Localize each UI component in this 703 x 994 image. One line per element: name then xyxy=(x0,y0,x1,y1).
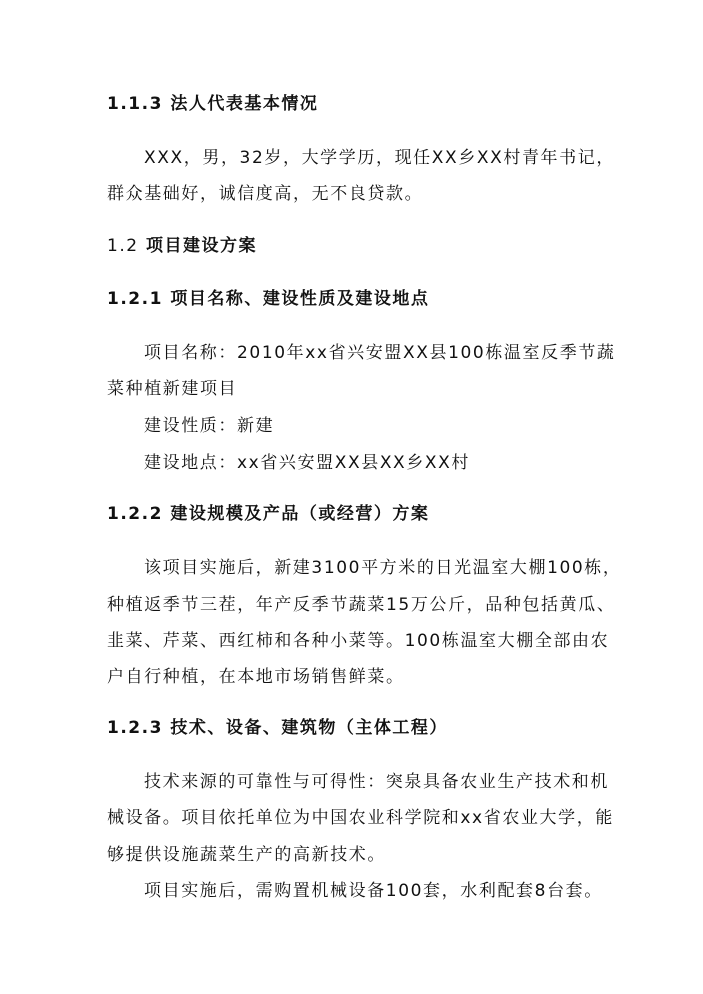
section-heading-text: 项目建设方案 xyxy=(145,236,257,256)
section-heading-1-1-3: 1.1.3 法人代表基本情况 xyxy=(107,94,319,114)
paragraph-line: 菜种植新建项目 xyxy=(107,379,238,399)
section-heading-1-2-3: 1.2.3 技术、设备、建筑物（主体工程） xyxy=(107,718,448,738)
paragraph-line: 韭菜、芹菜、西红柿和各种小菜等。100栋温室大棚全部由农 xyxy=(107,631,610,651)
section-heading-number: 1.2 xyxy=(107,236,139,256)
paragraph-line: 建设地点：xx省兴安盟XX县XX乡XX村 xyxy=(144,453,470,473)
paragraph-line: 技术来源的可靠性与可得性：突泉具备农业生产技术和机 xyxy=(144,772,609,792)
paragraph-line: 种植返季节三茬，年产反季节蔬菜15万公斤，品种包括黄瓜、 xyxy=(107,595,616,615)
paragraph-line: 建设性质：新建 xyxy=(144,416,275,436)
section-heading-1-2-1: 1.2.1 项目名称、建设性质及建设地点 xyxy=(107,289,430,309)
paragraph-line: 械设备。项目依托单位为中国农业科学院和xx省农业大学，能 xyxy=(107,808,614,828)
section-heading-1-2 xyxy=(107,235,257,257)
paragraph-line: 该项目实施后，新建3100平方米的日光温室大棚100栋， xyxy=(144,558,622,578)
paragraph-line: 项目名称：2010年xx省兴安盟XX县100栋温室反季节蔬 xyxy=(144,343,616,363)
paragraph-line: 群众基础好，诚信度高，无不良贷款。 xyxy=(107,184,424,204)
section-heading-1-2-2: 1.2.2 建设规模及产品（或经营）方案 xyxy=(107,504,430,524)
paragraph-line: XXX，男，32岁，大学学历，现任XX乡XX村青年书记， xyxy=(144,148,615,168)
paragraph-line: 户自行种植，在本地市场销售鲜菜。 xyxy=(107,667,405,687)
paragraph-line: 项目实施后，需购置机械设备100套，水利配套8台套。 xyxy=(144,881,603,901)
paragraph-line: 够提供设施蔬菜生产的高新技术。 xyxy=(107,845,386,865)
